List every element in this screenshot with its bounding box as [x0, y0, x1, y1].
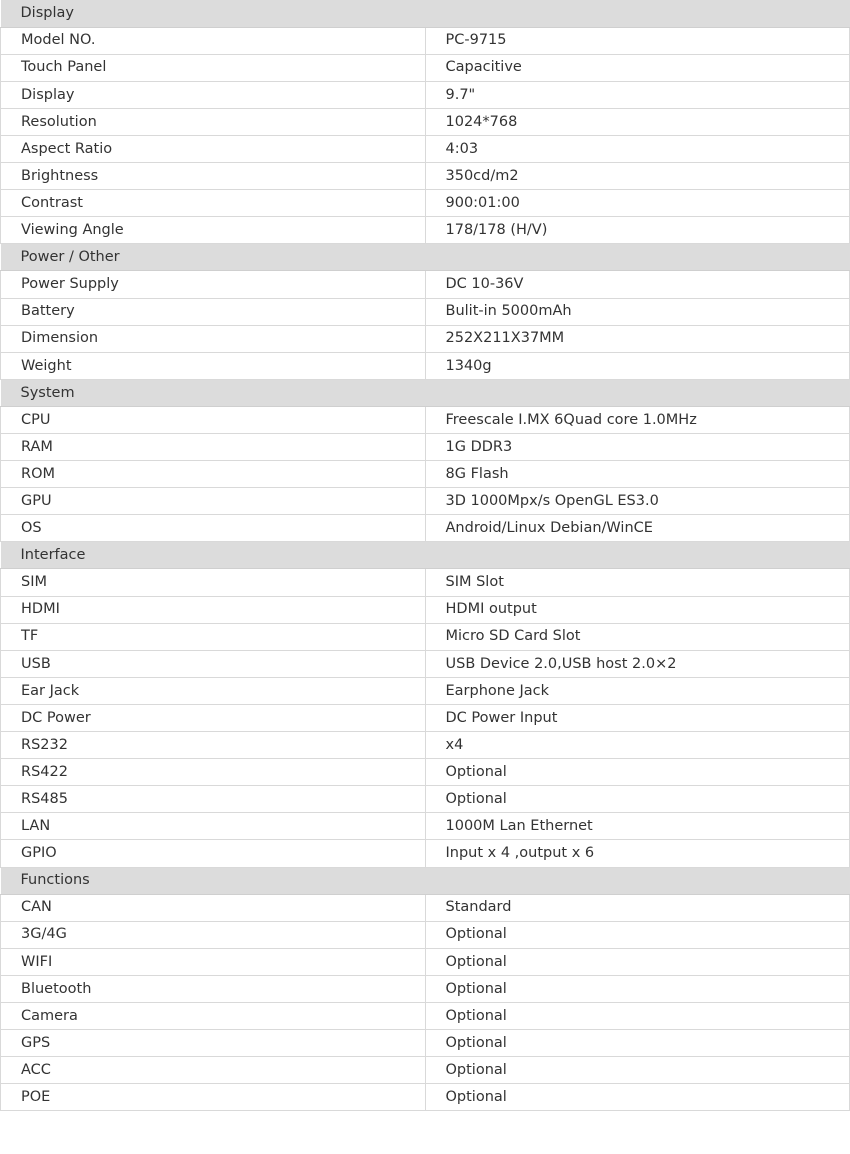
spec-label: Weight: [1, 352, 426, 379]
spec-row: [1, 488, 850, 515]
spec-row: [1, 569, 850, 596]
spec-row: [1, 135, 850, 162]
spec-row: [1, 1002, 850, 1029]
spec-value: USB Device 2.0,USB host 2.0×2: [425, 650, 850, 677]
spec-row: [1, 81, 850, 108]
spec-label: Touch Panel: [1, 54, 426, 81]
spec-label: Display: [1, 81, 426, 108]
spec-row: [1, 461, 850, 488]
spec-value: Optional: [425, 921, 850, 948]
spec-row: [1, 1030, 850, 1057]
spec-value: SIM Slot: [425, 569, 850, 596]
spec-value: 8G Flash: [425, 461, 850, 488]
spec-row: [1, 786, 850, 813]
spec-row: [1, 515, 850, 542]
spec-value: Android/Linux Debian/WinCE: [425, 515, 850, 542]
spec-label: Battery: [1, 298, 426, 325]
spec-row: [1, 840, 850, 867]
spec-value: Optional: [425, 948, 850, 975]
spec-label: OS: [1, 515, 426, 542]
spec-label: Model NO.: [1, 27, 426, 54]
spec-row: [1, 271, 850, 298]
spec-value: Freescale I.MX 6Quad core 1.0MHz: [425, 406, 850, 433]
section-title: Functions: [1, 867, 850, 894]
spec-value: Optional: [425, 1030, 850, 1057]
spec-value: 900:01:00: [425, 190, 850, 217]
spec-label: USB: [1, 650, 426, 677]
spec-label: Viewing Angle: [1, 217, 426, 244]
spec-value: Earphone Jack: [425, 677, 850, 704]
spec-value: 1024*768: [425, 108, 850, 135]
spec-label: Camera: [1, 1002, 426, 1029]
spec-row: [1, 163, 850, 190]
spec-row: [1, 1084, 850, 1111]
spec-row: [1, 894, 850, 921]
spec-value: Optional: [425, 975, 850, 1002]
section-header-row: [1, 379, 850, 406]
spec-label: RS485: [1, 786, 426, 813]
spec-value: Optional: [425, 786, 850, 813]
spec-value: Optional: [425, 759, 850, 786]
spec-value: 1000M Lan Ethernet: [425, 813, 850, 840]
spec-row: [1, 759, 850, 786]
spec-label: Dimension: [1, 325, 426, 352]
spec-row: [1, 623, 850, 650]
spec-value: Optional: [425, 1057, 850, 1084]
spec-value: 3D 1000Mpx/s OpenGL ES3.0: [425, 488, 850, 515]
spec-label: POE: [1, 1084, 426, 1111]
spec-row: [1, 948, 850, 975]
spec-row: [1, 217, 850, 244]
spec-label: DC Power: [1, 704, 426, 731]
spec-row: [1, 406, 850, 433]
spec-label: GPU: [1, 488, 426, 515]
section-header-row: [1, 542, 850, 569]
spec-label: Aspect Ratio: [1, 135, 426, 162]
spec-value: Optional: [425, 1084, 850, 1111]
spec-label: CAN: [1, 894, 426, 921]
spec-label: RS232: [1, 732, 426, 759]
section-header-row: [1, 0, 850, 27]
section-header-row: [1, 244, 850, 271]
spec-label: Contrast: [1, 190, 426, 217]
spec-row: [1, 813, 850, 840]
spec-label: TF: [1, 623, 426, 650]
spec-value: 1340g: [425, 352, 850, 379]
spec-label: Brightness: [1, 163, 426, 190]
spec-row: [1, 27, 850, 54]
spec-label: ROM: [1, 461, 426, 488]
spec-label: WIFI: [1, 948, 426, 975]
section-title: Display: [1, 0, 850, 27]
spec-value: 4:03: [425, 135, 850, 162]
section-title: Interface: [1, 542, 850, 569]
spec-value: 9.7": [425, 81, 850, 108]
section-title: Power / Other: [1, 244, 850, 271]
spec-value: DC 10-36V: [425, 271, 850, 298]
spec-label: ACC: [1, 1057, 426, 1084]
spec-label: Resolution: [1, 108, 426, 135]
spec-value: PC-9715: [425, 27, 850, 54]
spec-label: LAN: [1, 813, 426, 840]
spec-value: x4: [425, 732, 850, 759]
spec-row: [1, 352, 850, 379]
spec-value: DC Power Input: [425, 704, 850, 731]
spec-row: [1, 921, 850, 948]
spec-row: [1, 975, 850, 1002]
spec-label: CPU: [1, 406, 426, 433]
spec-label: Bluetooth: [1, 975, 426, 1002]
spec-row: [1, 325, 850, 352]
spec-value: Standard: [425, 894, 850, 921]
spec-value: Input x 4 ,output x 6: [425, 840, 850, 867]
spec-row: [1, 596, 850, 623]
section-header-row: [1, 867, 850, 894]
spec-row: [1, 650, 850, 677]
spec-row: [1, 1057, 850, 1084]
spec-label: RS422: [1, 759, 426, 786]
spec-label: Ear Jack: [1, 677, 426, 704]
spec-value: 1G DDR3: [425, 434, 850, 461]
spec-row: [1, 704, 850, 731]
spec-value: Micro SD Card Slot: [425, 623, 850, 650]
section-title: System: [1, 379, 850, 406]
spec-value: 178/178 (H/V): [425, 217, 850, 244]
spec-row: [1, 732, 850, 759]
spec-row: [1, 108, 850, 135]
spec-value: 252X211X37MM: [425, 325, 850, 352]
spec-row: [1, 190, 850, 217]
spec-label: HDMI: [1, 596, 426, 623]
spec-label: GPIO: [1, 840, 426, 867]
spec-label: GPS: [1, 1030, 426, 1057]
spec-value: Optional: [425, 1002, 850, 1029]
spec-value: Bulit-in 5000mAh: [425, 298, 850, 325]
spec-label: 3G/4G: [1, 921, 426, 948]
spec-label: Power Supply: [1, 271, 426, 298]
spec-value: Capacitive: [425, 54, 850, 81]
spec-row: [1, 677, 850, 704]
spec-label: SIM: [1, 569, 426, 596]
spec-row: [1, 298, 850, 325]
spec-row: [1, 54, 850, 81]
spec-table-body: [1, 0, 850, 1111]
spec-row: [1, 434, 850, 461]
spec-value: 350cd/m2: [425, 163, 850, 190]
spec-value: HDMI output: [425, 596, 850, 623]
spec-label: RAM: [1, 434, 426, 461]
